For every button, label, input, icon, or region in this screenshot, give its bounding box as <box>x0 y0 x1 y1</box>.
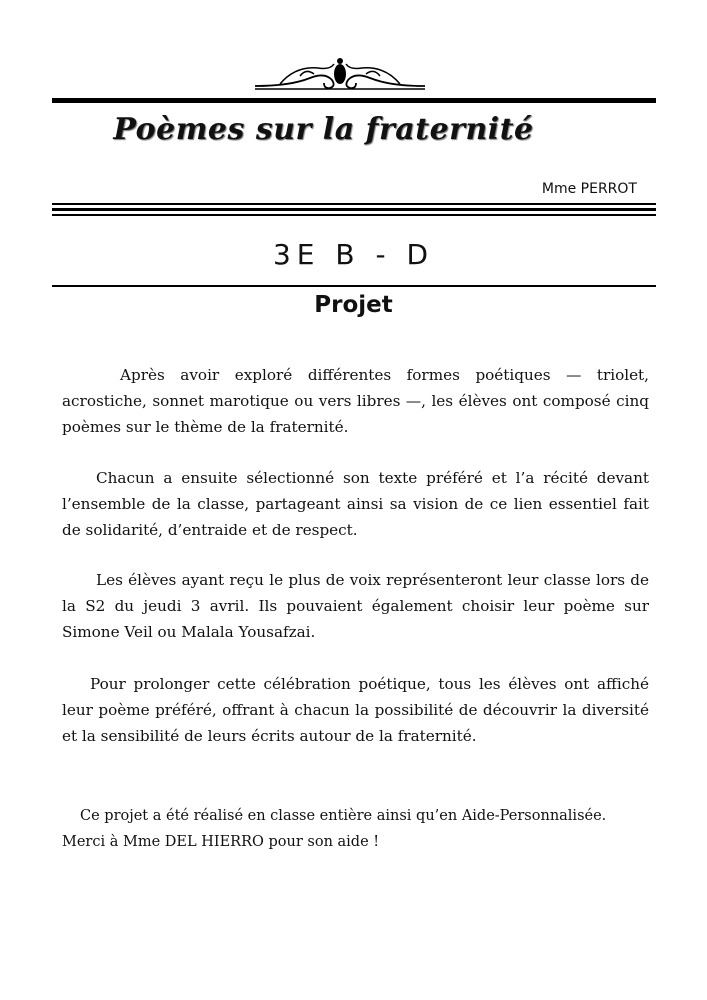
flourish-ornament-icon <box>250 56 430 96</box>
footer-line-1: Ce projet a été réalisé en classe entière ainsi qu’en Aide-Personnalisée. <box>80 808 607 824</box>
class-divider <box>52 285 656 287</box>
paragraph: Les élèves ayant reçu le plus de voix représenteront leur classe lors de la S2 du jeudi 3 avril. Ils pouvaient également choisir leur poème sur Simone Veil ou Malala Yousafzai. <box>62 571 649 641</box>
document-title: Poèmes sur la fraternité <box>113 112 534 147</box>
paragraph: Après avoir exploré différentes formes poétiques — triolet, acrostiche, sonnet marotique ou vers libres —, les élèves ont composé cinq poèmes sur le thème de la fraternité. <box>62 366 649 436</box>
section-title: Projet <box>314 292 393 318</box>
paragraph: Chacun a ensuite sélectionné son texte préféré et l’a récité devant l’ensemble de la classe, partageant ainsi sa vision de ce lien essentiel fait de solidarité, d’entraide et de respect. <box>62 469 649 539</box>
paragraph: Pour prolonger cette célébration poétique, tous les élèves ont affiché leur poème préféré, offrant à chacun la possibilité de découvrir la diversité et la sensibilité de leurs écrits autour de la fraternité. <box>62 675 649 745</box>
footer-note <box>62 803 662 855</box>
header-bottom-rule-3 <box>52 214 656 216</box>
header-bottom-rule-1 <box>52 203 656 205</box>
author-name: Mme PERROT <box>541 181 637 197</box>
header-bottom-rule-2 <box>52 208 656 211</box>
footer-line-2: Merci à Mme DEL HIERRO pour son aide ! <box>62 834 380 850</box>
header-top-rule <box>52 98 656 103</box>
class-label: 3E B - D <box>272 238 435 271</box>
